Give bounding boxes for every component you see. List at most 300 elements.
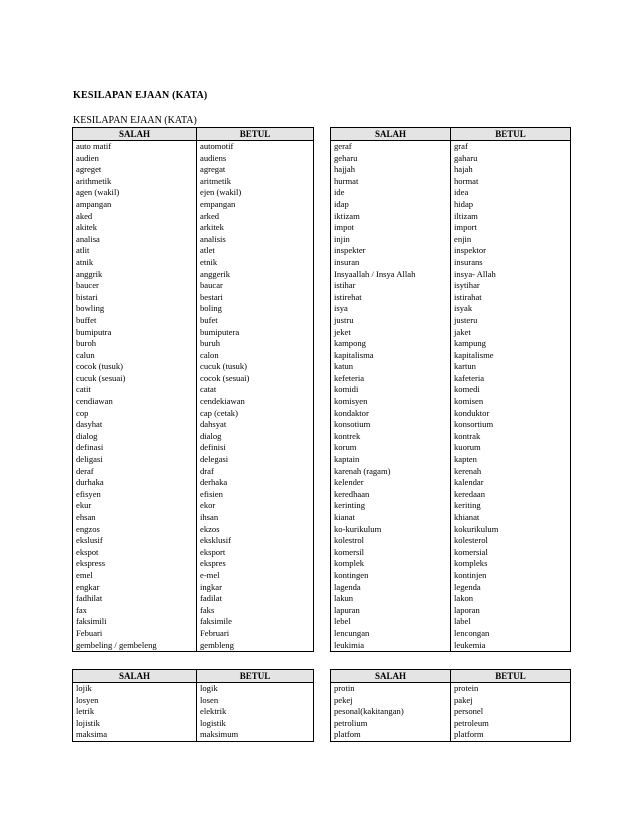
wrong-spelling-cell: engzos [73, 524, 197, 536]
correct-spelling-cell: legenda [451, 582, 571, 594]
table-row [331, 211, 571, 223]
wrong-spelling-cell: kontrek [331, 431, 451, 443]
wrong-spelling-cell: bistari [73, 292, 197, 304]
table-row [331, 431, 571, 443]
table-row [331, 327, 571, 339]
column-header-betul: BETUL [197, 670, 314, 683]
wrong-spelling-cell: definasi [73, 442, 197, 454]
table-row [331, 500, 571, 512]
correct-spelling-cell: keredaan [451, 489, 571, 501]
wrong-spelling-cell: komplek [331, 558, 451, 570]
column-header-salah: SALAH [331, 128, 451, 141]
table-row [73, 616, 314, 628]
table-row [73, 593, 314, 605]
table-row [331, 489, 571, 501]
wrong-spelling-cell: pekej [331, 695, 451, 707]
table-row [73, 706, 314, 718]
correct-spelling-cell: logistik [197, 718, 314, 730]
table-row [331, 582, 571, 594]
correct-spelling-cell: label [451, 616, 571, 628]
table-row [331, 683, 571, 695]
correct-spelling-cell: istirahat [451, 292, 571, 304]
correct-spelling-cell: insurans [451, 257, 571, 269]
wrong-spelling-cell: lojik [73, 683, 197, 695]
table-row [73, 466, 314, 478]
spelling-table-left-1 [72, 127, 314, 652]
table-row [73, 512, 314, 524]
table-row [73, 500, 314, 512]
table-row [73, 164, 314, 176]
wrong-spelling-cell: hurmat [331, 176, 451, 188]
correct-spelling-cell: cendekiawan [197, 396, 314, 408]
wrong-spelling-cell: pesonal(kakitangan) [331, 706, 451, 718]
wrong-spelling-cell: atnik [73, 257, 197, 269]
correct-spelling-cell: elektrik [197, 706, 314, 718]
wrong-spelling-cell: ko-kurikulum [331, 524, 451, 536]
correct-spelling-cell: dialog [197, 431, 314, 443]
table-row [331, 222, 571, 234]
table-row [73, 535, 314, 547]
column-header-salah: SALAH [331, 670, 451, 683]
wrong-spelling-cell: injin [331, 234, 451, 246]
wrong-spelling-cell: lencungan [331, 628, 451, 640]
correct-spelling-cell: kolesterol [451, 535, 571, 547]
table-row [331, 628, 571, 640]
table-row [73, 350, 314, 362]
wrong-spelling-cell: iktizam [331, 211, 451, 223]
correct-spelling-cell: draf [197, 466, 314, 478]
table-row [331, 419, 571, 431]
wrong-spelling-cell: fax [73, 605, 197, 617]
table-row [331, 729, 571, 741]
wrong-spelling-cell: ide [331, 187, 451, 199]
table-row [331, 315, 571, 327]
correct-spelling-cell: ejen (wakil) [197, 187, 314, 199]
correct-spelling-cell: ekor [197, 500, 314, 512]
correct-spelling-cell: boling [197, 303, 314, 315]
wrong-spelling-cell: atlit [73, 245, 197, 257]
wrong-spelling-cell: komersil [331, 547, 451, 559]
correct-spelling-cell: kalendar [451, 477, 571, 489]
table-row [331, 176, 571, 188]
table-row [331, 361, 571, 373]
column-header-betul: BETUL [197, 128, 314, 141]
table-row [331, 408, 571, 420]
table-row [331, 350, 571, 362]
wrong-spelling-cell: engkar [73, 582, 197, 594]
wrong-spelling-cell: kaptain [331, 454, 451, 466]
correct-spelling-cell: cucuk (tusuk) [197, 361, 314, 373]
table-row [331, 373, 571, 385]
correct-spelling-cell: bufet [197, 315, 314, 327]
wrong-spelling-cell: kerinting [331, 500, 451, 512]
wrong-spelling-cell: lebel [331, 616, 451, 628]
table-row [331, 442, 571, 454]
wrong-spelling-cell: efisyen [73, 489, 197, 501]
wrong-spelling-cell: idap [331, 199, 451, 211]
table-row [73, 315, 314, 327]
wrong-spelling-cell: kolestrol [331, 535, 451, 547]
table-row [73, 582, 314, 594]
table-row [331, 512, 571, 524]
table-row [73, 280, 314, 292]
wrong-spelling-cell: ekur [73, 500, 197, 512]
correct-spelling-cell: lakon [451, 593, 571, 605]
wrong-spelling-cell: konsotium [331, 419, 451, 431]
table-row [331, 384, 571, 396]
wrong-spelling-cell: impot [331, 222, 451, 234]
wrong-spelling-cell: baucer [73, 280, 197, 292]
correct-spelling-cell: isytihar [451, 280, 571, 292]
correct-spelling-cell: komersial [451, 547, 571, 559]
correct-spelling-cell: audiens [197, 153, 314, 165]
wrong-spelling-cell: arithmetik [73, 176, 197, 188]
wrong-spelling-cell: gembeling / gembeleng [73, 640, 197, 652]
spelling-table-right-1 [330, 127, 571, 652]
wrong-spelling-cell: keredhaan [331, 489, 451, 501]
table-row [331, 153, 571, 165]
wrong-spelling-cell: isya [331, 303, 451, 315]
table-row [73, 524, 314, 536]
wrong-spelling-cell: buffet [73, 315, 197, 327]
correct-spelling-cell: ekzos [197, 524, 314, 536]
table-row [331, 234, 571, 246]
correct-spelling-cell: kompleks [451, 558, 571, 570]
table-row [331, 199, 571, 211]
wrong-spelling-cell: fadhilat [73, 593, 197, 605]
table-row [331, 245, 571, 257]
correct-spelling-cell: atlet [197, 245, 314, 257]
wrong-spelling-cell: ehsan [73, 512, 197, 524]
correct-spelling-cell: kokurikulum [451, 524, 571, 536]
table-row [331, 616, 571, 628]
table-row [73, 292, 314, 304]
correct-spelling-cell: gembleng [197, 640, 314, 652]
wrong-spelling-cell: agen (wakil) [73, 187, 197, 199]
table-row [73, 408, 314, 420]
correct-spelling-cell: anggerik [197, 269, 314, 281]
wrong-spelling-cell: agreget [73, 164, 197, 176]
correct-spelling-cell: empangan [197, 199, 314, 211]
correct-spelling-cell: ekspres [197, 558, 314, 570]
table-row [73, 141, 314, 153]
column-header-betul: BETUL [451, 128, 571, 141]
table-row [73, 477, 314, 489]
wrong-spelling-cell: kianat [331, 512, 451, 524]
wrong-spelling-cell: kontingen [331, 570, 451, 582]
table-row [331, 257, 571, 269]
correct-spelling-cell: ingkar [197, 582, 314, 594]
correct-spelling-cell: platform [451, 729, 571, 741]
correct-spelling-cell: kartun [451, 361, 571, 373]
table-row [331, 547, 571, 559]
table-row [331, 454, 571, 466]
table-row [331, 269, 571, 281]
correct-spelling-cell: faksimile [197, 616, 314, 628]
correct-spelling-cell: hajah [451, 164, 571, 176]
table-row [73, 431, 314, 443]
correct-spelling-cell: personel [451, 706, 571, 718]
table-caption: KESILAPAN EJAAN (KATA) [73, 115, 197, 126]
wrong-spelling-cell: geraf [331, 141, 451, 153]
correct-spelling-cell: kapitalisme [451, 350, 571, 362]
table-row [331, 164, 571, 176]
table-row [73, 683, 314, 695]
table-row [73, 327, 314, 339]
wrong-spelling-cell: lagenda [331, 582, 451, 594]
table-row [331, 396, 571, 408]
wrong-spelling-cell: ekspot [73, 547, 197, 559]
correct-spelling-cell: etnik [197, 257, 314, 269]
wrong-spelling-cell: lojistik [73, 718, 197, 730]
table-row [73, 303, 314, 315]
table-row [331, 718, 571, 730]
correct-spelling-cell: komisen [451, 396, 571, 408]
correct-spelling-cell: kapten [451, 454, 571, 466]
wrong-spelling-cell: cop [73, 408, 197, 420]
table-row [73, 361, 314, 373]
wrong-spelling-cell: anggrik [73, 269, 197, 281]
correct-spelling-cell: konsortium [451, 419, 571, 431]
wrong-spelling-cell: akitek [73, 222, 197, 234]
correct-spelling-cell: definisi [197, 442, 314, 454]
correct-spelling-cell: inspektor [451, 245, 571, 257]
wrong-spelling-cell: ekslusif [73, 535, 197, 547]
table-row [73, 628, 314, 640]
wrong-spelling-cell: platfom [331, 729, 451, 741]
correct-spelling-cell: import [451, 222, 571, 234]
table-row [331, 535, 571, 547]
table-row [73, 245, 314, 257]
correct-spelling-cell: jaket [451, 327, 571, 339]
correct-spelling-cell: arkitek [197, 222, 314, 234]
wrong-spelling-cell: audien [73, 153, 197, 165]
table-row [331, 558, 571, 570]
correct-spelling-cell: dahsyat [197, 419, 314, 431]
wrong-spelling-cell: geharu [331, 153, 451, 165]
correct-spelling-cell: pakej [451, 695, 571, 707]
table-row [331, 477, 571, 489]
table-row [73, 222, 314, 234]
correct-spelling-cell: agregat [197, 164, 314, 176]
correct-spelling-cell: baucar [197, 280, 314, 292]
wrong-spelling-cell: ampangan [73, 199, 197, 211]
table-row [331, 640, 571, 652]
wrong-spelling-cell: justru [331, 315, 451, 327]
correct-spelling-cell: ihsan [197, 512, 314, 524]
wrong-spelling-cell: bumiputra [73, 327, 197, 339]
table-row [331, 524, 571, 536]
table-row [331, 593, 571, 605]
table-row [73, 547, 314, 559]
wrong-spelling-cell: istirehat [331, 292, 451, 304]
wrong-spelling-cell: insuran [331, 257, 451, 269]
correct-spelling-cell: bestari [197, 292, 314, 304]
table-row [73, 153, 314, 165]
table-row [73, 176, 314, 188]
table-row [73, 570, 314, 582]
correct-spelling-cell: idea [451, 187, 571, 199]
correct-spelling-cell: maksimum [197, 729, 314, 741]
table-row [73, 396, 314, 408]
wrong-spelling-cell: faksimili [73, 616, 197, 628]
correct-spelling-cell: hormat [451, 176, 571, 188]
correct-spelling-cell: hidap [451, 199, 571, 211]
table-row [331, 280, 571, 292]
table-row [73, 605, 314, 617]
wrong-spelling-cell: auto matif [73, 141, 197, 153]
wrong-spelling-cell: karenah (ragam) [331, 466, 451, 478]
correct-spelling-cell: calon [197, 350, 314, 362]
wrong-spelling-cell: emel [73, 570, 197, 582]
correct-spelling-cell: automotif [197, 141, 314, 153]
correct-spelling-cell: fadilat [197, 593, 314, 605]
correct-spelling-cell: kontinjen [451, 570, 571, 582]
table-row [73, 442, 314, 454]
page-title: KESILAPAN EJAAN (KATA) [73, 90, 208, 101]
wrong-spelling-cell: deraf [73, 466, 197, 478]
correct-spelling-cell: derhaka [197, 477, 314, 489]
correct-spelling-cell: protein [451, 683, 571, 695]
correct-spelling-cell: petroleum [451, 718, 571, 730]
wrong-spelling-cell: analisa [73, 234, 197, 246]
wrong-spelling-cell: cucuk (sesuai) [73, 373, 197, 385]
column-header-salah: SALAH [73, 670, 197, 683]
table-row [73, 718, 314, 730]
table-row [73, 338, 314, 350]
wrong-spelling-cell: kapitalisma [331, 350, 451, 362]
correct-spelling-cell: catat [197, 384, 314, 396]
table-row [73, 257, 314, 269]
table-row [73, 199, 314, 211]
correct-spelling-cell: kafeteria [451, 373, 571, 385]
correct-spelling-cell: laporan [451, 605, 571, 617]
wrong-spelling-cell: calun [73, 350, 197, 362]
correct-spelling-cell: efisien [197, 489, 314, 501]
correct-spelling-cell: cap (cetak) [197, 408, 314, 420]
wrong-spelling-cell: kampong [331, 338, 451, 350]
spelling-table-right-2 [330, 669, 571, 742]
table-row [73, 695, 314, 707]
spelling-table-left-2 [72, 669, 314, 742]
wrong-spelling-cell: cocok (tusuk) [73, 361, 197, 373]
table-row [331, 187, 571, 199]
table-row [73, 269, 314, 281]
table-row [331, 466, 571, 478]
correct-spelling-cell: isyak [451, 303, 571, 315]
correct-spelling-cell: eksport [197, 547, 314, 559]
correct-spelling-cell: konduktor [451, 408, 571, 420]
correct-spelling-cell: lencongan [451, 628, 571, 640]
wrong-spelling-cell: letrik [73, 706, 197, 718]
table-row [73, 489, 314, 501]
table-row [73, 384, 314, 396]
table-row [73, 187, 314, 199]
table-row [331, 303, 571, 315]
table-row [73, 373, 314, 385]
column-header-salah: SALAH [73, 128, 197, 141]
wrong-spelling-cell: dialog [73, 431, 197, 443]
correct-spelling-cell: enjin [451, 234, 571, 246]
wrong-spelling-cell: catit [73, 384, 197, 396]
table-row [73, 419, 314, 431]
correct-spelling-cell: leukemia [451, 640, 571, 652]
correct-spelling-cell: kerenah [451, 466, 571, 478]
wrong-spelling-cell: jeket [331, 327, 451, 339]
wrong-spelling-cell: lapuran [331, 605, 451, 617]
wrong-spelling-cell: hajjah [331, 164, 451, 176]
correct-spelling-cell: eksklusif [197, 535, 314, 547]
wrong-spelling-cell: buroh [73, 338, 197, 350]
wrong-spelling-cell: deligasi [73, 454, 197, 466]
table-row [73, 454, 314, 466]
wrong-spelling-cell: komisyen [331, 396, 451, 408]
correct-spelling-cell: arked [197, 211, 314, 223]
wrong-spelling-cell: kondaktor [331, 408, 451, 420]
correct-spelling-cell: logik [197, 683, 314, 695]
wrong-spelling-cell: Febuari [73, 628, 197, 640]
wrong-spelling-cell: leukimia [331, 640, 451, 652]
correct-spelling-cell: khianat [451, 512, 571, 524]
table-row [331, 570, 571, 582]
wrong-spelling-cell: durhaka [73, 477, 197, 489]
correct-spelling-cell: kuorum [451, 442, 571, 454]
table-row [73, 640, 314, 652]
wrong-spelling-cell: bowling [73, 303, 197, 315]
wrong-spelling-cell: kelender [331, 477, 451, 489]
wrong-spelling-cell: komidi [331, 384, 451, 396]
wrong-spelling-cell: Insyaallah / Insya Allah [331, 269, 451, 281]
table-row [331, 605, 571, 617]
wrong-spelling-cell: kefeteria [331, 373, 451, 385]
correct-spelling-cell: bumiputera [197, 327, 314, 339]
correct-spelling-cell: gaharu [451, 153, 571, 165]
wrong-spelling-cell: cendiawan [73, 396, 197, 408]
correct-spelling-cell: insya- Allah [451, 269, 571, 281]
correct-spelling-cell: analisis [197, 234, 314, 246]
wrong-spelling-cell: aked [73, 211, 197, 223]
table-row [331, 695, 571, 707]
correct-spelling-cell: aritmetik [197, 176, 314, 188]
correct-spelling-cell: komedi [451, 384, 571, 396]
correct-spelling-cell: iltizam [451, 211, 571, 223]
correct-spelling-cell: Februari [197, 628, 314, 640]
wrong-spelling-cell: maksima [73, 729, 197, 741]
correct-spelling-cell: graf [451, 141, 571, 153]
wrong-spelling-cell: inspekter [331, 245, 451, 257]
table-row [73, 211, 314, 223]
correct-spelling-cell: keriting [451, 500, 571, 512]
correct-spelling-cell: delegasi [197, 454, 314, 466]
column-header-betul: BETUL [451, 670, 571, 683]
wrong-spelling-cell: ekspress [73, 558, 197, 570]
table-row [331, 292, 571, 304]
correct-spelling-cell: kampung [451, 338, 571, 350]
correct-spelling-cell: losen [197, 695, 314, 707]
wrong-spelling-cell: korum [331, 442, 451, 454]
wrong-spelling-cell: katun [331, 361, 451, 373]
correct-spelling-cell: justeru [451, 315, 571, 327]
wrong-spelling-cell: losyen [73, 695, 197, 707]
table-row [331, 338, 571, 350]
correct-spelling-cell: e-mel [197, 570, 314, 582]
wrong-spelling-cell: istihar [331, 280, 451, 292]
wrong-spelling-cell: petrolium [331, 718, 451, 730]
table-row [73, 558, 314, 570]
table-row [73, 729, 314, 741]
correct-spelling-cell: faks [197, 605, 314, 617]
correct-spelling-cell: buruh [197, 338, 314, 350]
